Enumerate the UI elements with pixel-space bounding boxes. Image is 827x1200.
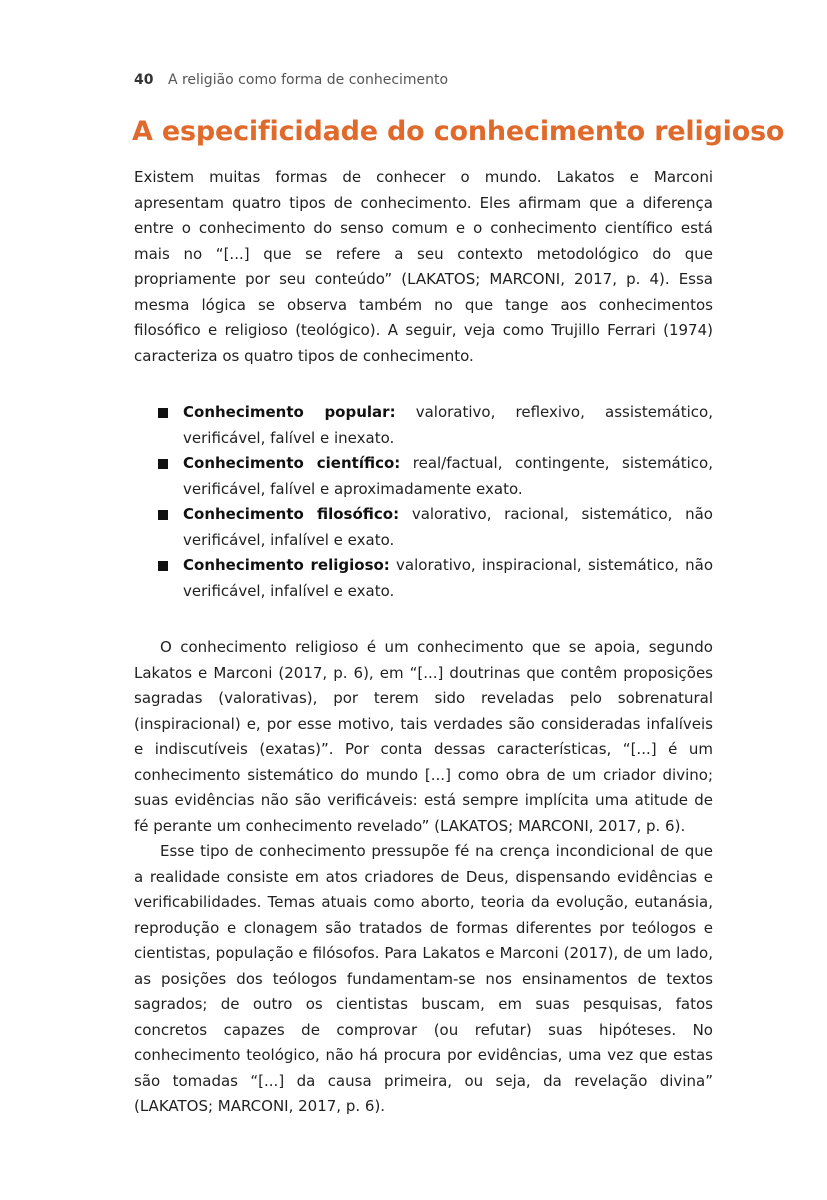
list-item-term: Conhecimento filosófico: — [183, 505, 400, 523]
paragraph-3: Esse tipo de conhecimento pressupõe fé na crença incondicional de que a realidade consiste em atos criadores de Deus, dispensando evidências e verificabilidades. Temas atuais como aborto, teoria da evolução, eutanásia, reprodução e clonagem são tratados de formas diferentes por teólogos e cientistas, população e filósofos. Para Lakatos e Marconi (2017), de um lado, as posições dos teólogos fundamentam-se nos ensinamentos de textos sagrados; de outro os cientistas buscam, em suas pesquisas, fatos concretos capazes de comprovar (ou refutar) suas hipóteses. No conhecimento teológico, não há procura por evidências, uma vez que estas são tomadas “[...] da causa primeira, ou seja, da revelação divina” (LAKATOS; MARCONI, 2017, p. 6). — [134, 842, 713, 1115]
section-title: A especificidade do conhecimento religioso — [132, 116, 785, 147]
list-item-cientifico — [134, 451, 713, 502]
list-item-term: Conhecimento religioso: — [183, 556, 390, 574]
intro-paragraph: Existem muitas formas de conhecer o mundo. Lakatos e Marconi apresentam quatro tipos de conhecimento. Eles afirmam que a diferença entre o conhecimento do senso comum e o conhecimento científico está mais no “[...] que se refere a seu contexto metodológico do que propriamente por seu conteúdo” (LAKATOS; MARCONI, 2017, p. 4). Essa mesma lógica se observa também no que tange aos conhecimentos filosófico e religioso (teológico). A seguir, veja como Trujillo Ferrari (1974) caracteriza os quatro tipos de conhecimento. — [134, 168, 713, 365]
running-title: A religião como forma de conhecimento — [167, 72, 449, 88]
knowledge-types-list — [134, 400, 713, 604]
square-bullet-icon — [158, 459, 168, 469]
list-item-term: Conhecimento científico: — [183, 454, 401, 472]
list-item-description: valorativo, reflexivo, assistemático, verificável, falível e inexato. — [183, 403, 713, 447]
list-item-filosofico — [134, 502, 713, 553]
list-item-religioso — [134, 553, 713, 604]
running-header — [134, 72, 448, 88]
square-bullet-icon — [158, 561, 168, 571]
body-text — [134, 165, 713, 1120]
list-item-description: valorativo, racional, sistemático, não verificável, infalível e exato. — [183, 505, 713, 549]
list-item-description: real/factual, contingente, sistemático, verificável, falível e aproximadamente exato. — [183, 454, 713, 498]
square-bullet-icon — [158, 408, 168, 418]
paragraph-2: O conhecimento religioso é um conhecimento que se apoia, segundo Lakatos e Marconi (2017, p. 6), em “[...] doutrinas que contêm proposições sagradas (valorativas), por terem sido reveladas pelo sobrenatural (inspiracional) e, por esse motivo, tais verdades são consideradas infalíveis e indiscutíveis (exatas)”. Por conta dessas características, “[...] é um conhecimento sistemático do mundo [...] como obra de um criador divino; suas evidências não são verificáveis: está sempre implícita uma atitude de fé perante um conhecimento revelado” (LAKATOS; MARCONI, 2017, p. 6). — [134, 638, 713, 835]
square-bullet-icon — [158, 510, 168, 520]
list-item-description: valorativo, inspiracional, sistemático, não verificável, infalível e exato. — [183, 556, 714, 600]
list-item-popular — [134, 400, 713, 451]
page-number: 40 — [134, 72, 154, 88]
list-item-term: Conhecimento popular: — [183, 403, 396, 421]
